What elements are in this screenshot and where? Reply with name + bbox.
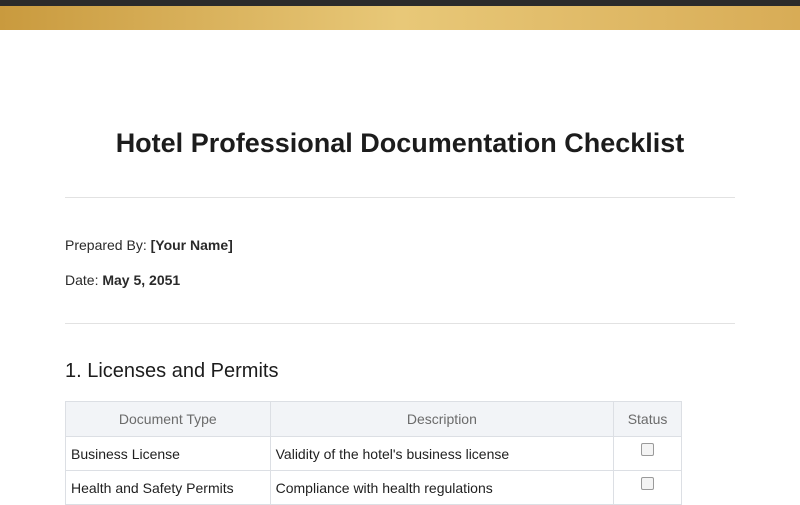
licenses-table: [65, 401, 682, 505]
divider: [65, 197, 735, 198]
status-checkbox[interactable]: [641, 477, 654, 490]
date-value: May 5, 2051: [102, 272, 181, 288]
section-title-licenses: 1. Licenses and Permits: [65, 360, 279, 382]
column-header-document-type: Document Type: [66, 402, 271, 437]
status-checkbox[interactable]: [641, 443, 654, 456]
date-label: Date:: [65, 272, 99, 288]
prepared-by-line: [65, 237, 233, 253]
column-header-description: Description: [270, 402, 613, 437]
document-title: Hotel Professional Documentation Checklist: [115, 128, 685, 158]
table-row: [66, 437, 682, 471]
description-cell: Validity of the hotel's business license: [270, 437, 613, 471]
status-cell: [614, 471, 682, 505]
divider: [65, 323, 735, 324]
description-cell: Compliance with health regulations: [270, 471, 613, 505]
document-type-cell: Business License: [66, 437, 271, 471]
table-header-row: [66, 402, 682, 437]
prepared-by-label: Prepared By:: [65, 237, 147, 253]
status-cell: [614, 437, 682, 471]
table-row: [66, 471, 682, 505]
column-header-status: Status: [614, 402, 682, 437]
document-type-cell: Health and Safety Permits: [66, 471, 271, 505]
prepared-by-value: [Your Name]: [150, 237, 233, 253]
gold-header-band: [0, 6, 800, 30]
date-line: [65, 272, 180, 288]
